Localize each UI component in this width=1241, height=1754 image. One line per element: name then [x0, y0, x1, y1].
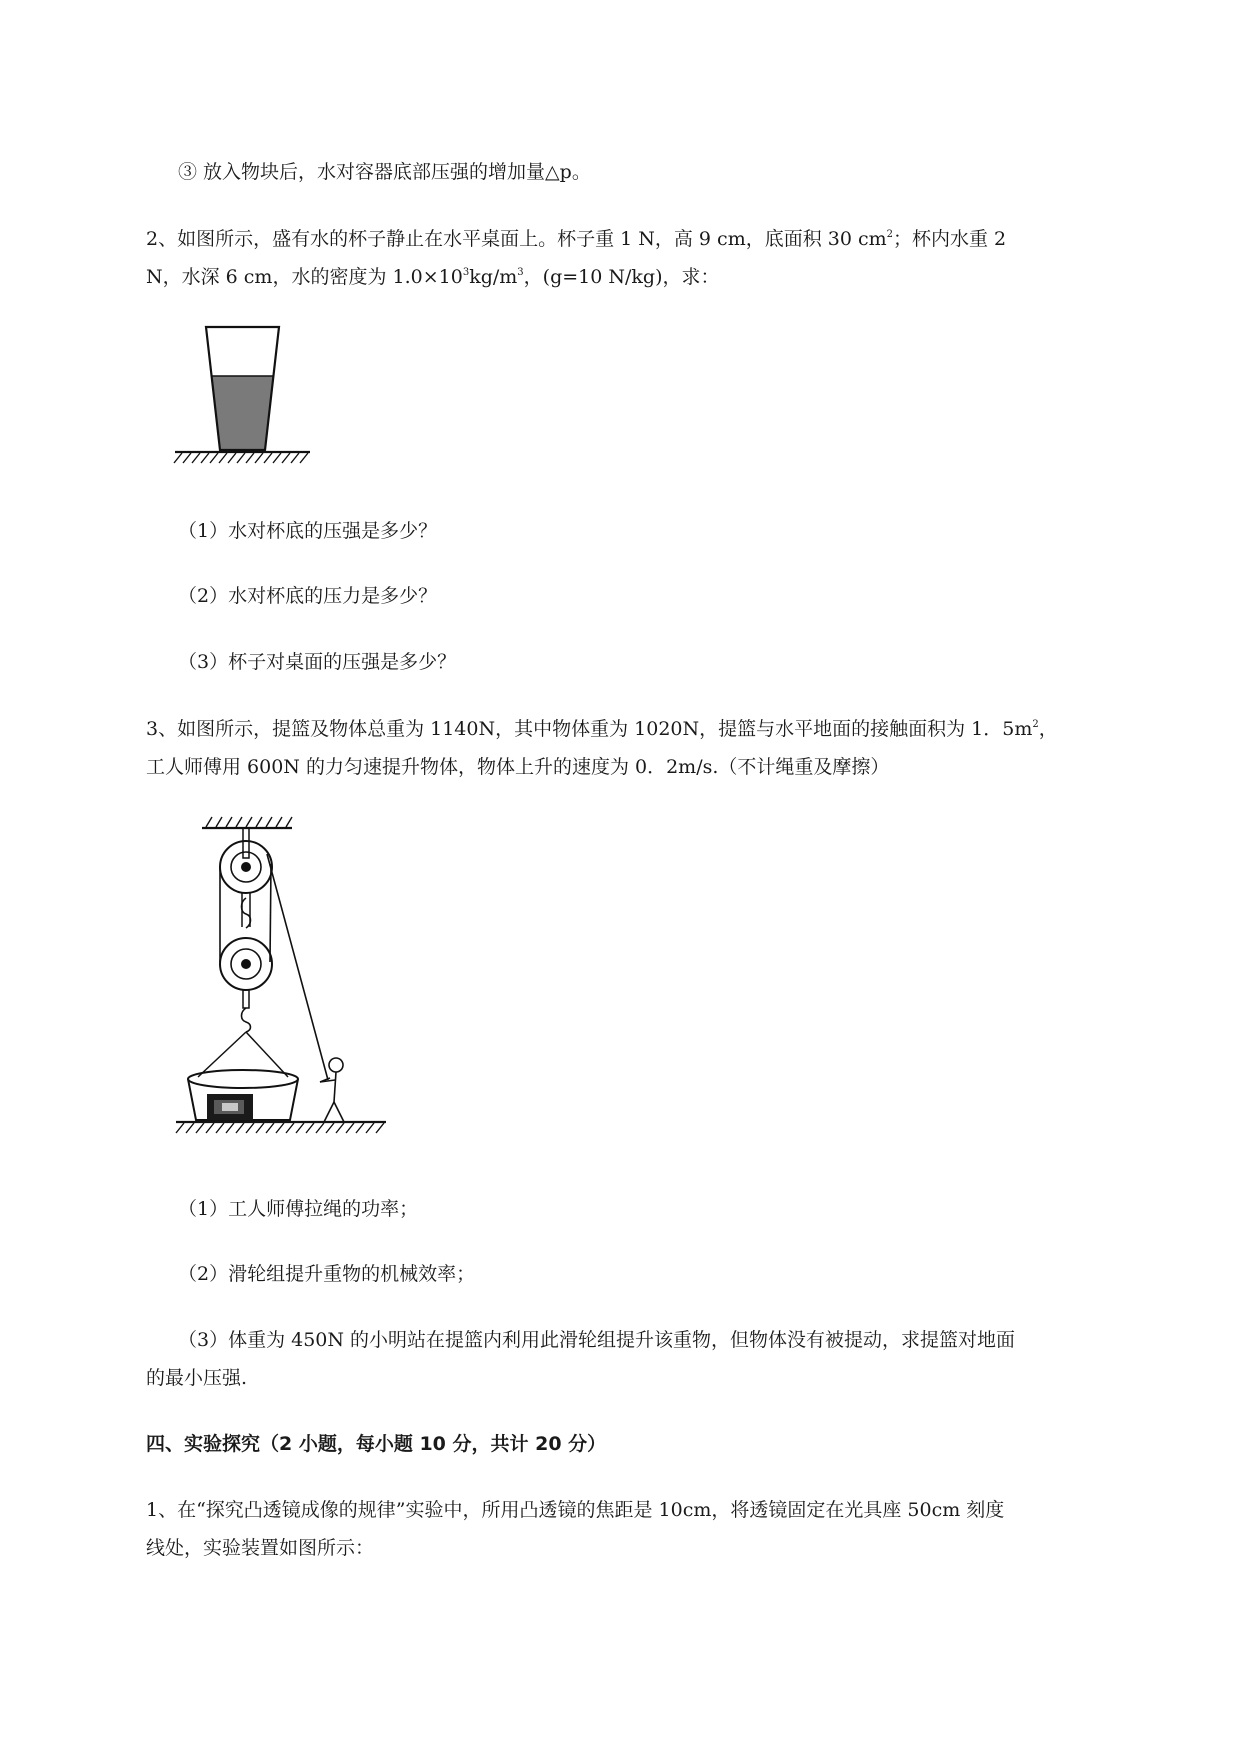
- movable-pulley: [220, 938, 272, 990]
- question-3-sub-2: （2）滑轮组提升重物的机械效率；: [178, 1263, 476, 1285]
- fixed-pulley: [220, 841, 272, 893]
- q2-line2-superscript-1: 3: [462, 267, 470, 278]
- section-4-question-1-line-2: 线处，实验装置如图所示：: [146, 1537, 375, 1559]
- q3-line1-text: 3、如图所示，提篮及物体总重为 1140N，其中物体重为 1020N，提篮与水平地面的接触面积为 1．5m: [146, 718, 1033, 740]
- q2-line2-unit: kg/m: [469, 266, 518, 288]
- q3-line1-text-end: ，: [1038, 718, 1058, 740]
- q2-line2-text-end: ，(g=10 N/kg)，求：: [523, 266, 720, 288]
- question-2-text-line-2: [146, 265, 719, 289]
- question-3-sub-3-line-1: （3）体重为 450N 的小明站在提篮内利用此滑轮组提升该重物，但物体没有被提动，求提篮对地面: [178, 1329, 1016, 1351]
- worker-figure: [320, 1058, 344, 1122]
- question-3-sub-3-line-2: 的最小压强.: [146, 1367, 248, 1389]
- q2-line1-superscript: 2: [886, 229, 893, 240]
- q2-line2-text: N，水深 6 cm，水的密度为 1.0×10: [146, 266, 463, 288]
- question-2-text-line-1: [146, 227, 1006, 251]
- section-4-heading: 四、实验探究（2 小题，每小题 10 分，共计 20 分）: [146, 1433, 607, 1455]
- q3-line1-superscript: 2: [1032, 719, 1039, 730]
- question-2-sub-3: （3）杯子对桌面的压强是多少？: [178, 651, 457, 673]
- q2-line1-text: 2、如图所示，盛有水的杯子静止在水平桌面上。杯子重 1 N，高 9 cm，底面积 30 cm: [146, 228, 887, 250]
- question-2-sub-1: （1）水对杯底的压强是多少？: [178, 520, 438, 542]
- pulley-system-figure: [170, 812, 440, 1157]
- question-3-text-line-1: [146, 717, 1058, 741]
- basket: [188, 1070, 298, 1120]
- section-4-question-1-line-1: 1、在“探究凸透镜成像的规律”实验中，所用凸透镜的焦距是 10cm，将透镜固定在光具座 50cm 刻度: [146, 1499, 1005, 1521]
- question-3-sub-1: （1）工人师傅拉绳的功率；: [178, 1198, 419, 1220]
- question-2-sub-2: （2）水对杯底的压力是多少？: [178, 585, 438, 607]
- q2-line2-superscript-2: 3: [517, 267, 524, 278]
- q2-line1-text-end: ；杯内水重 2: [893, 228, 1007, 250]
- water-in-cup: [212, 376, 273, 450]
- cup-on-table-figure: [170, 322, 315, 472]
- pulling-rope: [267, 854, 328, 1080]
- question-3-text-line-2: 工人师傅用 600N 的力匀速提升物体，物体上升的速度为 0．2m/s.（不计绳重及摩擦）: [146, 756, 890, 778]
- question-item-3: ③ 放入物块后，水对容器底部压强的增加量△p。: [178, 161, 591, 183]
